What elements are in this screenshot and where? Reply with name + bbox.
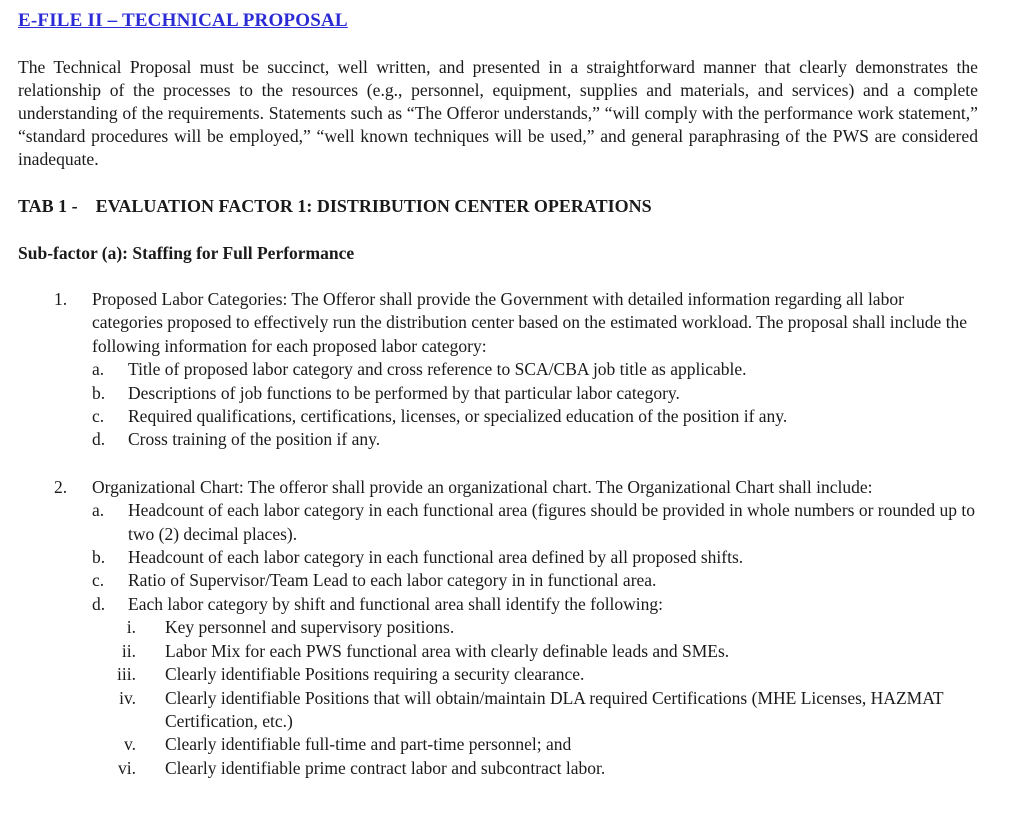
intro-paragraph: The Technical Proposal must be succinct, well written, and presented in a straightforward manner that clearly demonstrates the relationship of the processes to the resources (e.g., personnel, equipment, supplies and materials, and services) and a complete understanding of the requirements. Statements such as “The Offeror understands,” “will comply with the performance work statement,” “standard procedures will be employed,” “well known techniques will be used,” and general paraphrasing of the PWS are considered inadequate.: [18, 57, 978, 169]
roman-label: i.: [126, 617, 136, 638]
sub-item: [18, 428, 978, 451]
document-page: [18, 8, 978, 780]
roman-item: [18, 663, 978, 686]
sub-item: [18, 546, 978, 569]
sub-item-label: b.: [92, 547, 106, 568]
roman-text: Clearly identifiable Positions requiring a security clearance.: [165, 664, 585, 685]
roman-text: Key personnel and supervisory positions.: [165, 617, 455, 638]
roman-item: [18, 640, 978, 663]
list-number: 1.: [54, 289, 68, 309]
sub-item-text: Ratio of Supervisor/Team Lead to each labor category in in functional area.: [128, 570, 657, 591]
roman-text: Clearly identifiable prime contract labor and subcontract labor.: [165, 757, 606, 778]
sub-item: [18, 382, 978, 405]
sub-item-text: Required qualifications, certifications, licenses, or specialized education of the position if any.: [128, 406, 788, 427]
sub-item-label: b.: [92, 382, 106, 403]
sub-item: [18, 405, 978, 428]
roman-item: [18, 733, 978, 756]
roman-item: [18, 616, 978, 639]
sub-item-label: a.: [92, 359, 105, 380]
roman-text: Labor Mix for each PWS functional area with clearly definable leads and SMEs.: [165, 640, 730, 661]
sub-item: [18, 499, 978, 546]
sub-item-label: a.: [92, 500, 105, 521]
sub-item-label: d.: [92, 429, 106, 450]
sub-item-label: c.: [92, 406, 105, 427]
sub-item: [18, 593, 978, 616]
roman-label: v.: [124, 734, 136, 755]
roman-label: vi.: [118, 757, 136, 778]
sub-item: [18, 569, 978, 592]
list-item-text: Proposed Labor Categories: The Offeror shall provide the Government with detailed information regarding all labor categories proposed to effectively run the distribution center based on the estimated workload. The proposal shall include the following information for each proposed labor category:: [92, 289, 968, 356]
sub-item-text: Headcount of each labor category in each functional area defined by all proposed shifts.: [128, 547, 744, 568]
list-item-1: [18, 288, 978, 358]
roman-text: Clearly identifiable full-time and part-time personnel; and: [165, 734, 572, 755]
list-number: 2.: [54, 476, 68, 497]
tab-heading: TAB 1 - EVALUATION FACTOR 1: DISTRIBUTION CENTER OPERATIONS: [18, 196, 652, 216]
sub-item: [18, 358, 978, 381]
document-title: E-FILE II – TECHNICAL PROPOSAL: [18, 10, 348, 31]
roman-label: iii.: [117, 664, 136, 685]
sub-item-text: Each labor category by shift and functional area shall identify the following:: [128, 593, 664, 614]
sub-item-label: d.: [92, 593, 106, 614]
sub-item-text: Cross training of the position if any.: [128, 429, 381, 450]
roman-item: [18, 687, 978, 734]
sub-item-label: c.: [92, 570, 105, 591]
list-item-2: [18, 476, 978, 499]
roman-item: [18, 757, 978, 780]
roman-label: ii.: [121, 640, 136, 661]
sub-item-text: Headcount of each labor category in each functional area (figures should be provided in whole numbers or rounded up to two (2) decimal places).: [128, 500, 975, 544]
subfactor-heading: Sub-factor (a): Staffing for Full Performance: [18, 243, 355, 263]
list-item-text: Organizational Chart: The offeror shall provide an organizational chart. The Organizational Chart shall include:: [92, 476, 873, 497]
roman-label: iv.: [119, 687, 136, 708]
roman-text: Clearly identifiable Positions that will obtain/maintain DLA required Certifications (MHE Licenses, HAZMAT Certification, etc.): [165, 687, 944, 731]
sub-item-text: Descriptions of job functions to be performed by that particular labor category.: [128, 382, 680, 403]
sub-item-text: Title of proposed labor category and cross reference to SCA/CBA job title as applicable.: [128, 359, 747, 380]
